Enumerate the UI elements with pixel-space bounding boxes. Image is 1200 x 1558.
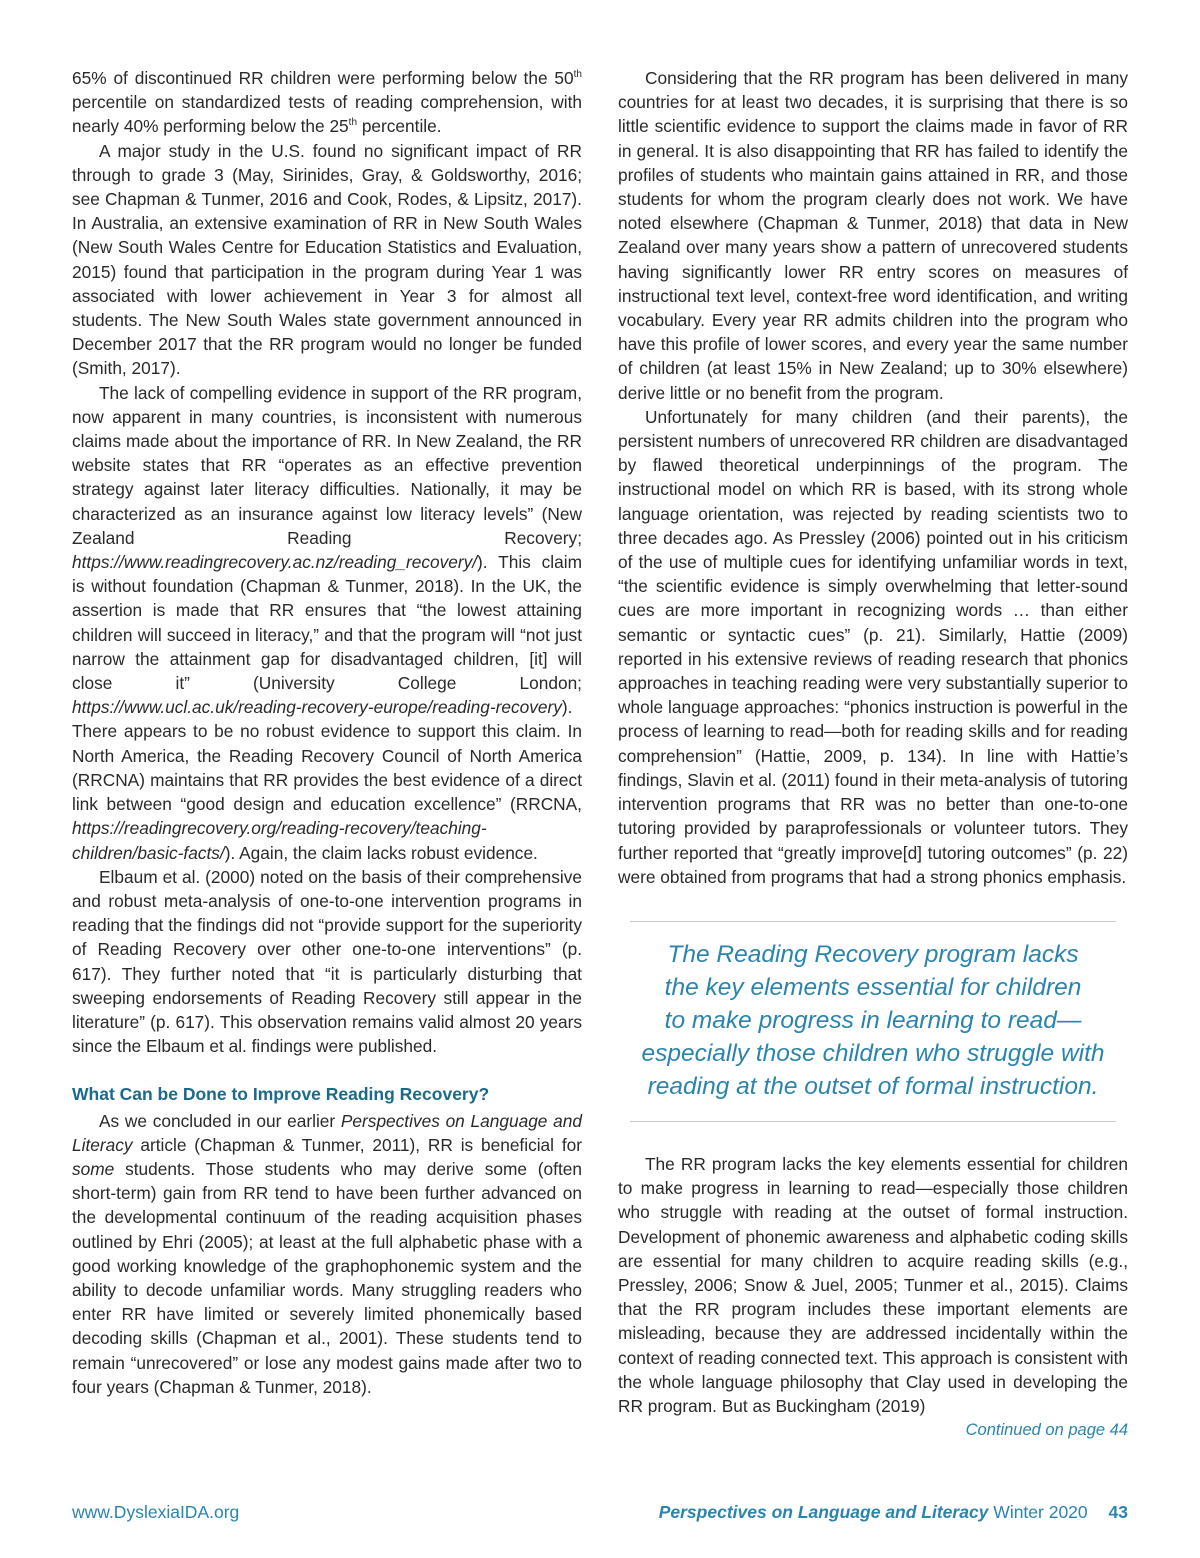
paragraph-key-elements: The RR program lacks the key elements essential for children to make progress in learning to read—especially those children who struggle with reading at the outset of formal instruction. Development of phonemic awareness and alphabetic coding skills are essential for many children to acquire reading skills (e.g., Pressley, 2006; Snow & Juel, 2005; Tunmer et al., 2015). Claims that the RR program includes these important elements are misleading, because they are addressed incidentally within the context of reading connected text. This approach is consistent with the whole language philosophy that Clay used in developing the RR program. But as Buckingham (2019) [618, 1153, 1128, 1416]
pull-quote-line: especially those children who struggle with [641, 1039, 1105, 1067]
superscript: th [573, 69, 582, 81]
footer-issue: Winter 2020 [993, 1502, 1088, 1522]
emphasis-some: some [72, 1158, 115, 1179]
journal-title-italic: Perspectives on Language and Literacy [72, 1110, 582, 1155]
paragraph-percentiles [72, 66, 582, 139]
text-span: students. Those students who may derive some (often short-term) gain from RR tend to have been further advanced on the developmental continuum of the reading acquisition phases outlined by Ehri (2005); at least at the full alphabetic phase with a good working knowledge of the graphophonemic system and the ability to decode unfamiliar words. Many struggling readers who enter RR have limited or severely limited phonemically based decoding skills (Chapman et al., 2001). These students tend to remain “unrecovered” or lose any modest gains made after two to four years (Chapman & Tunmer, 2018). [72, 1158, 582, 1397]
right-column [618, 66, 1128, 1442]
footer-publication [659, 1502, 1128, 1523]
footer-website[interactable]: www.DyslexiaIDA.org [72, 1502, 240, 1522]
text-span: ). There appears to be no robust evidence to support this claim. In North America, the Reading Recovery Council of North America (RRCNA) maintains that RR provides the best evidence of a direct link between “good design and education excellence” (RRCNA, [72, 697, 582, 815]
text-span: ). Again, the claim lacks robust evidence. [224, 842, 538, 863]
link-nz-reading-recovery[interactable]: https://www.readingrecovery.ac.nz/reading_recovery/ [72, 552, 478, 573]
superscript: th [348, 117, 358, 129]
section-heading: What Can be Done to Improve Reading Recovery? [72, 1084, 490, 1105]
paragraph-claims [72, 381, 582, 865]
text-span: percentile on standardized tests of reading comprehension, with nearly 40% performing below the 25 [72, 92, 582, 137]
pull-quote-line: the key elements essential for children [664, 973, 1082, 1001]
text-span: 65% of discontinued RR children were performing below the 50 [72, 68, 574, 88]
pull-quote [630, 921, 1116, 1122]
paragraph-conclusion [72, 1109, 582, 1399]
text-span: percentile. [357, 116, 442, 137]
paragraph-evidence: Considering that the RR program has been delivered in many countries for at least two decades, it is surprising that there is so little scientific evidence to support the claims made in favor of RR in general. It is also disappointing that RR has failed to identify the profiles of students who maintain gains attained in RR, and those students for whom the program clearly does not work. We have noted elsewhere (Chapman & Tunmer, 2018) that data in New Zealand over many years show a pattern of unrecovered students having significantly lower RR entry scores on measures of instructional text level, context-free word identification, and writing vocabulary. Every year RR admits children into the program who have this profile of lower scores, and every year the same number of children (at least 15% in New Zealand; up to 30% elsewhere) derive little or no benefit from the program. [618, 68, 1128, 403]
link-ucl-reading-recovery[interactable]: https://www.ucl.ac.uk/reading-recovery-europe/reading-recovery [72, 697, 562, 718]
pull-quote-line: to make progress in learning to read— [664, 1006, 1082, 1034]
link-rrcna-basic-facts[interactable]: https://readingrecovery.org/reading-recovery/teaching-children/basic-facts/ [72, 818, 487, 863]
left-column [72, 66, 582, 1399]
text-span: article (Chapman & Tunmer, 2011), RR is beneficial for [132, 1134, 582, 1155]
pull-quote-line: reading at the outset of formal instruction. [647, 1072, 1099, 1100]
continued-link[interactable]: Continued on page 44 [965, 1421, 1128, 1440]
page-number: 43 [1108, 1502, 1128, 1522]
paragraph-us-study: A major study in the U.S. found no significant impact of RR through to grade 3 (May, Sirinides, Gray, & Goldsworthy, 2016; see Chapman & Tunmer, 2016 and Cook, Rodes, & Lipsitz, 2017). In Australia, an extensive examination of RR in New South Wales (New South Wales Centre for Education Statistics and Evaluation, 2015) found that participation in the program during Year 1 was associated with lower achievement in Year 3 for almost all students. The New South Wales state government announced in December 2017 that the RR program would no longer be funded (Smith, 2017). [72, 140, 582, 379]
footer-journal-title: Perspectives on Language and Literacy [658, 1502, 989, 1522]
paragraph-elbaum: Elbaum et al. (2000) noted on the basis of their comprehensive and robust meta-analysis of one-to-one intervention programs in reading that the findings did not “provide support for the superiority of Reading Recovery over other one-to-one interventions” (p. 617). They further noted that “it is particularly disturbing that sweeping endorsements of Reading Recovery still appear in the literature” (p. 617). This observation remains valid almost 20 years since the Elbaum et al. findings were published. [72, 866, 582, 1057]
pull-quote-line: The Reading Recovery program lacks [667, 940, 1079, 968]
text-span: ). This claim is without foundation (Chapman & Tunmer, 2018). In the UK, the assertion is made that RR ensures that “the lowest attaining children will succeed in literacy,” and that the program will “not just narrow the attainment gap for disadvantaged children, [it] will close it” (University College London; [72, 552, 582, 694]
text-span: The lack of compelling evidence in support of the RR program, now apparent in many countries, is inconsistent with numerous claims made about the importance of RR. In New Zealand, the RR website states that RR “operates as an effective prevention strategy against later literacy difficulties. Nationally, it may be characterized as an insurance against low literacy levels” (New Zealand Reading Recovery; [72, 382, 582, 548]
paragraph-theory: Unfortunately for many children (and their parents), the persistent numbers of unrecovered RR children are disadvantaged by flawed theoretical underpinnings of the program. The instructional model on which RR is based, with its strong whole language orientation, was rejected by reading scientists two to three decades ago. As Pressley (2006) pointed out in his criticism of the use of multiple cues for identifying unfamiliar words in text, “the scientific evidence is simply overwhelming that letter-sound cues are more important in recognizing words … than either semantic or syntactic cues” (p. 21). Similarly, Hattie (2009) reported in his extensive reviews of reading research that phonics approaches in teaching reading were very substantially superior to whole language approaches: “phonics instruction is powerful in the process of learning to read—both for reading skills and for reading comprehension” (Hattie, 2009, p. 134). In line with Hattie’s findings, Slavin et al. (2011) found in their meta-analysis of tutoring intervention programs that RR was no better than one-to-one tutoring provided by paraprofessionals or volunteer tutors. They further reported that “greatly improve[d] tutoring outcomes” (p. 22) were obtained from programs that had a strong phonics emphasis. [618, 406, 1128, 887]
text-span: As we concluded in our earlier [99, 1110, 341, 1131]
